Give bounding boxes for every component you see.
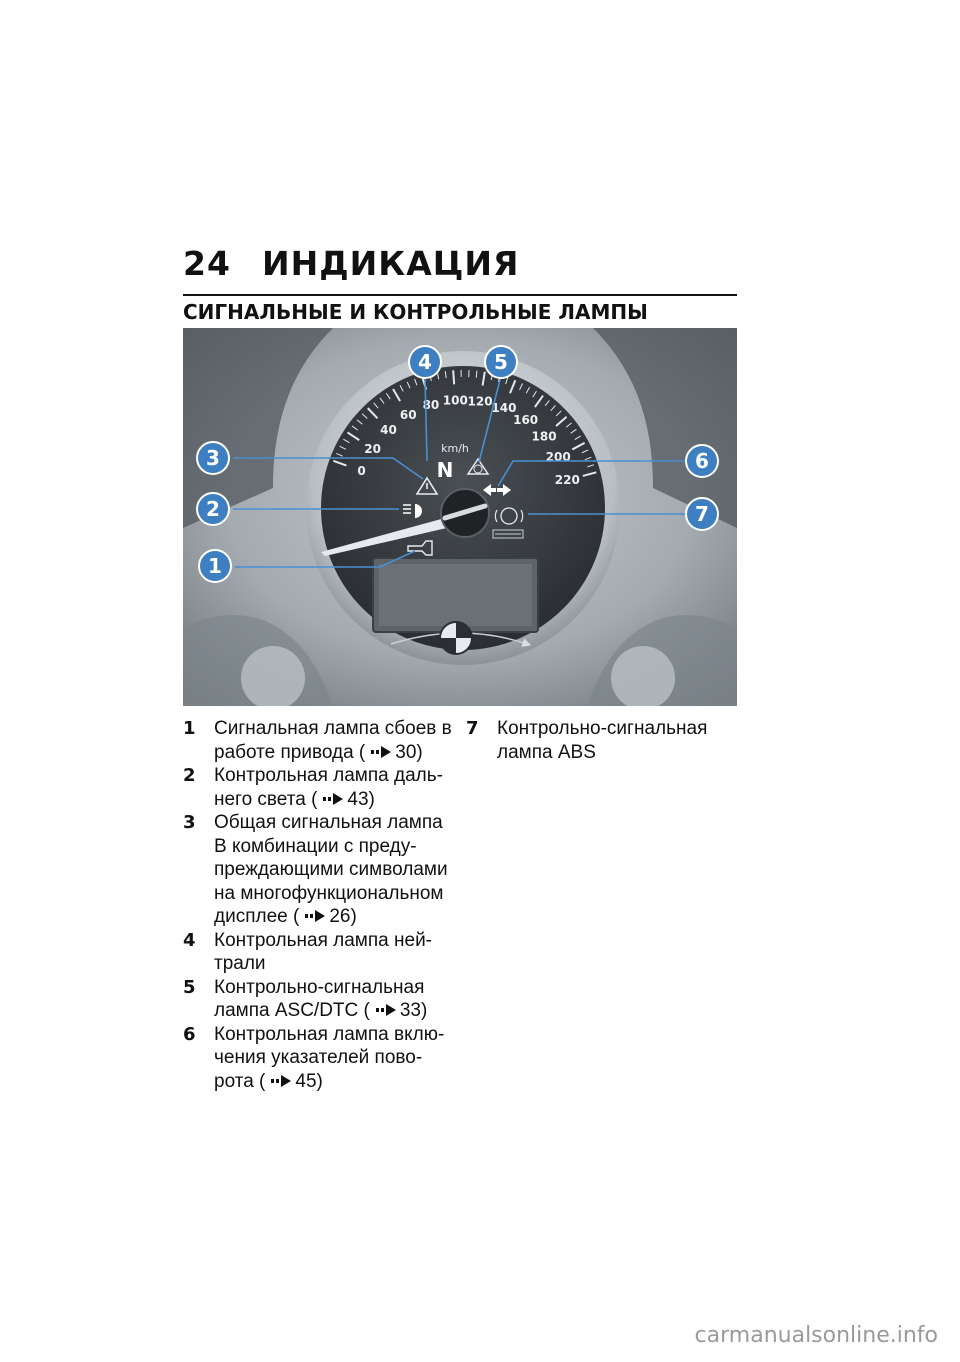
section-title: СИГНАЛЬНЫЕ И КОНТРОЛЬНЫЕ ЛАМПЫ xyxy=(183,300,648,324)
callout-badge-3 xyxy=(197,442,229,474)
legend-item-5 xyxy=(183,976,453,1023)
callout-number: 2 xyxy=(206,497,220,521)
scale-label: 60 xyxy=(399,407,417,422)
legend-text-line: лампа ASC/DTC ( 33) xyxy=(214,1000,428,1021)
legend-item-4 xyxy=(183,929,453,976)
chapter-title: ИНДИКАЦИЯ xyxy=(262,244,520,283)
instrument-cluster-figure xyxy=(183,328,737,706)
scale-tick xyxy=(453,370,454,384)
neutral-indicator-icon: N xyxy=(436,458,454,482)
callout-number: 5 xyxy=(494,350,508,374)
scale-label: 140 xyxy=(491,401,517,416)
legend-text: Контрольная лампа вклю- xyxy=(214,1023,445,1045)
scale-label: 20 xyxy=(364,441,381,456)
legend-text: дисплее xyxy=(214,906,288,927)
page-reference: 45) xyxy=(295,1070,323,1092)
legend-text: рота xyxy=(214,1070,254,1092)
legend-text: Контрольно-сигнальная xyxy=(497,718,708,739)
legend-text: преждающими символами xyxy=(214,859,448,880)
legend-right-column xyxy=(466,717,738,764)
callout-badge-7 xyxy=(686,498,718,530)
callout-badge-2 xyxy=(197,493,229,525)
legend-text: чения указателей пово- xyxy=(214,1047,423,1068)
legend-text-line: рота ( 45) xyxy=(214,1070,323,1092)
callout-number: 3 xyxy=(206,446,220,470)
legend-item-2 xyxy=(183,764,453,811)
scale-label: 0 xyxy=(357,464,366,479)
callout-number: 6 xyxy=(695,449,709,473)
scale-label: 180 xyxy=(531,429,557,444)
page-reference-arrow-icon xyxy=(271,1075,291,1087)
callout-badge-1 xyxy=(199,550,231,582)
scale-label: 40 xyxy=(380,422,397,437)
speed-unit: km/h xyxy=(441,442,469,455)
legend-text: работе привода xyxy=(214,741,354,763)
callout-badge-6 xyxy=(686,445,718,477)
page-reference-arrow-icon xyxy=(305,910,325,922)
page-reference: 26) xyxy=(329,906,357,927)
legend-number: 2 xyxy=(183,765,196,786)
callout-number: 7 xyxy=(695,502,709,526)
callout-badge-5 xyxy=(485,346,517,378)
legend-text: лампа ABS xyxy=(497,741,596,763)
scale-label: 220 xyxy=(554,473,580,488)
scale-label: 160 xyxy=(513,413,539,428)
scale-label: 200 xyxy=(545,449,571,464)
legend-text: В комбинации с преду- xyxy=(214,835,417,857)
page-number: 24 xyxy=(183,244,231,283)
legend-text-line: дисплее ( 26) xyxy=(214,906,357,927)
legend-text: Сигнальная лампа сбоев в xyxy=(214,718,452,739)
legend-number: 1 xyxy=(183,718,196,739)
page-reference-arrow-icon xyxy=(323,793,343,805)
legend-text: Контрольно-сигнальная xyxy=(214,976,425,998)
legend-text: лампа ASC/DTC xyxy=(214,1000,359,1021)
scale-tick xyxy=(476,371,477,378)
scale-label: 80 xyxy=(422,397,440,412)
scale-label: 100 xyxy=(442,393,468,408)
legend-number: 4 xyxy=(183,929,196,951)
legend-text: Контрольная лампа даль- xyxy=(214,765,443,786)
legend-number: 3 xyxy=(183,812,196,833)
legend-text: Контрольная лампа ней- xyxy=(214,929,433,951)
legend-text-line: работе привода ( 30) xyxy=(214,741,423,763)
page-reference-arrow-icon xyxy=(371,746,391,758)
page-reference-arrow-icon xyxy=(376,1004,396,1016)
legend-number: 5 xyxy=(183,976,196,998)
legend-text: на многофункциональном xyxy=(214,882,444,904)
legend-item-3 xyxy=(183,811,453,929)
speedometer-illustration xyxy=(183,328,737,706)
legend-text: него света xyxy=(214,788,306,810)
legend-number: 6 xyxy=(183,1023,196,1045)
legend-left-column xyxy=(183,717,453,1093)
legend-item-1 xyxy=(183,717,453,764)
callout-number: 1 xyxy=(208,554,222,578)
callout-badge-4 xyxy=(409,346,441,378)
legend-text-line: него света ( 43) xyxy=(214,788,375,810)
legend-item-6 xyxy=(183,1023,453,1094)
scale-label: 120 xyxy=(467,394,493,409)
legend-number: 7 xyxy=(466,718,479,739)
header-rule xyxy=(183,294,737,296)
page-reference: 33) xyxy=(399,1000,428,1021)
legend-item-7 xyxy=(466,717,738,764)
watermark: carmanualsonline.info xyxy=(694,1323,938,1348)
page-reference: 30) xyxy=(395,741,423,763)
page-reference: 43) xyxy=(347,788,375,810)
legend-text: Общая сигнальная лампа xyxy=(214,812,443,833)
legend-text: трали xyxy=(214,953,266,974)
callout-number: 4 xyxy=(418,350,432,374)
